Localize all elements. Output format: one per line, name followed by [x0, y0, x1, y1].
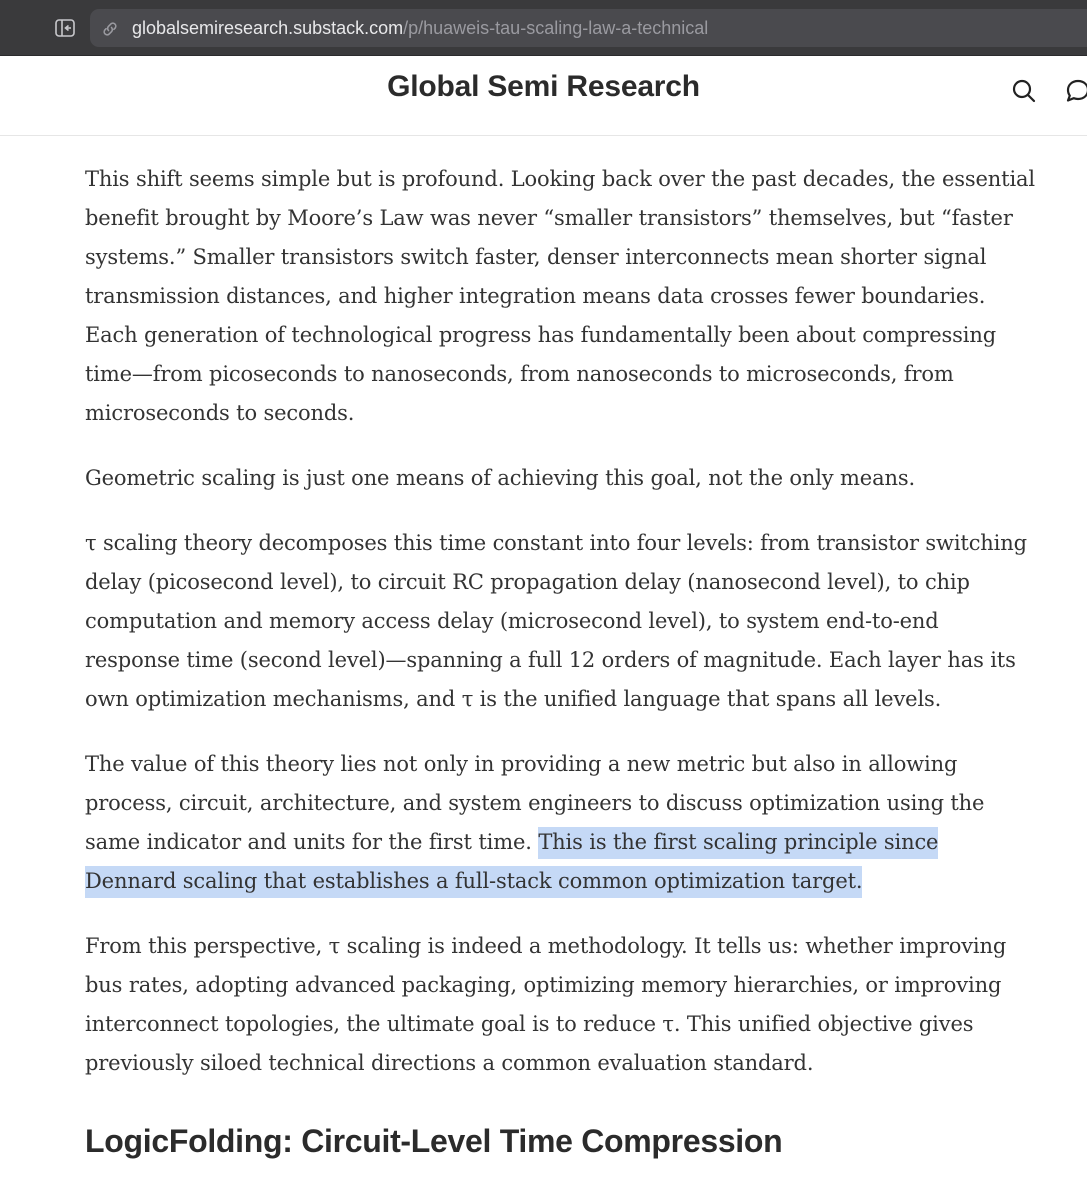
paragraph-2: Geometric scaling is just one means of achieving this goal, not the only means.	[85, 466, 915, 490]
chat-icon[interactable]	[1064, 77, 1087, 105]
browser-chrome	[0, 0, 1087, 56]
paragraph-4	[85, 745, 1035, 901]
sidebar-icon[interactable]	[54, 17, 76, 39]
article-body	[85, 160, 1035, 1161]
url-path: /p/huaweis-tau-scaling-law-a-technical	[403, 18, 709, 38]
link-icon	[100, 19, 120, 39]
url-domain: globalsemiresearch.substack.com	[132, 18, 404, 38]
highlighted-text[interactable]: This is the first scaling principle since Dennard scaling that establishes a full-stack common optimization target.	[85, 827, 938, 898]
site-header	[0, 56, 1087, 136]
search-icon[interactable]	[1010, 77, 1038, 105]
section-heading: LogicFolding: Circuit-Level Time Compression	[85, 1123, 783, 1159]
paragraph-4-text: The value of this theory lies not only in providing a new metric but also in allowing process, circuit, architecture, and system engineers to discuss optimization using the same indicator and units for the first time.	[85, 752, 985, 854]
address-bar[interactable]	[90, 9, 1087, 47]
paragraph-1: This shift seems simple but is profound. Looking back over the past decades, the essential benefit brought by Moore’s Law was never “smaller transistors” themselves, but “faster systems.” Smaller transistors switch faster, denser interconnects mean shorter signal transmission distances, and higher integration means data crosses fewer boundaries. Each generation of technological progress has fundamentally been about compressing time—from picoseconds to nanoseconds, from nanoseconds to microseconds, from microseconds to seconds.	[85, 167, 1035, 425]
url-text[interactable]	[132, 9, 708, 47]
paragraph-5: From this perspective, τ scaling is indeed a methodology. It tells us: whether improving bus rates, adopting advanced packaging, optimizing memory hierarchies, or improving interconnect topologies, the ultimate goal is to reduce τ. This unified objective gives previously siloed technical directions a common evaluation standard.	[85, 934, 1007, 1075]
paragraph-3: τ scaling theory decomposes this time constant into four levels: from transistor switching delay (picosecond level), to circuit RC propagation delay (nanosecond level), to chip computation and memory access delay (microsecond level), to system end-to-end response time (second level)—spanning a full 12 orders of magnitude. Each layer has its own optimization mechanisms, and τ is the unified language that spans all levels.	[85, 531, 1027, 711]
site-title[interactable]: Global Semi Research	[387, 70, 700, 103]
